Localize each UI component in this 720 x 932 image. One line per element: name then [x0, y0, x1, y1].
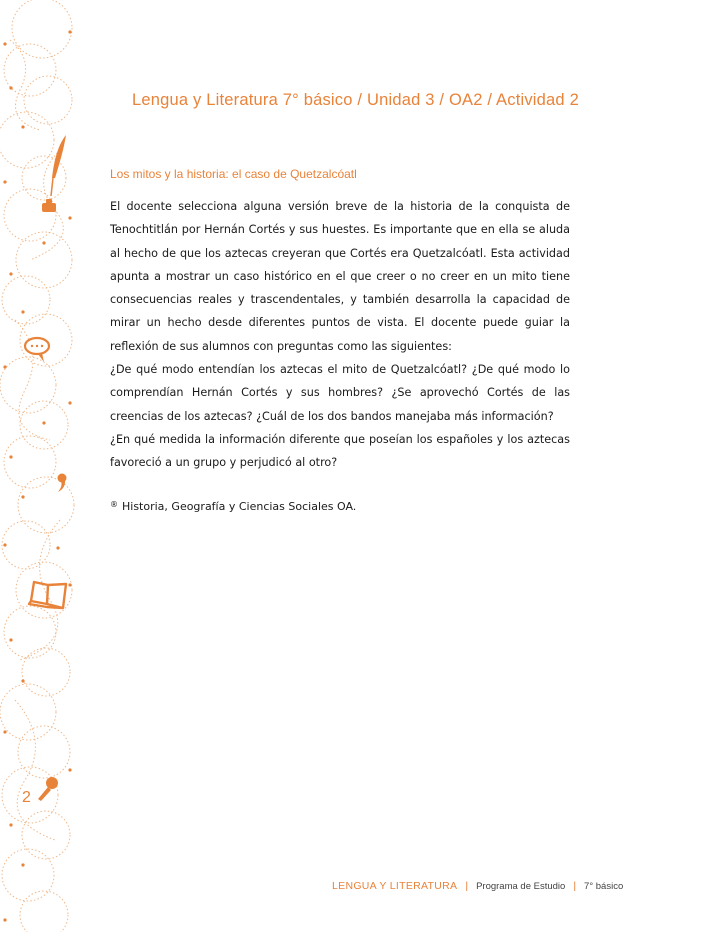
footer-program: Programa de Estudio [476, 881, 566, 892]
breadcrumb-title: Lengua y Literatura 7° básico / Unidad 3 / OA2 / Actividad 2 [132, 91, 579, 109]
microphone-icon [22, 777, 58, 806]
decorative-swirl-border [0, 0, 80, 932]
footer-separator-1: | [465, 880, 469, 892]
footer-separator-2: | [573, 880, 577, 892]
footer-grade: 7° básico [584, 881, 624, 892]
comma-icon [58, 474, 67, 493]
activity-body [110, 195, 570, 475]
footer-subject: LENGUA Y LITERATURA [332, 880, 458, 892]
svg-text:2: 2 [22, 789, 31, 806]
inkwell-icon [42, 199, 56, 212]
intro-paragraph: El docente selecciona alguna versión breve de la historia de la conquista de Tenochtitlán por Hernán Cortés y sus huestes. Es importante que en ella se aluda al hecho de que los aztecas creyeran que Cortés era Quetzalcóatl. Esta actividad apunta a mostrar un caso histórico en el que creer o no creer en un mito tiene consecuencias reales y trascendentales, y también desarrolla la capacidad de mirar un hecho desde diferentes puntos de vista. El docente puede guiar la reflexión de sus alumnos con preguntas como las siguientes: [110, 200, 570, 353]
section-heading: Los mitos y la historia: el caso de Quetzalcóatl [110, 167, 357, 181]
question-paragraph-1: ¿De qué modo entendían los aztecas el mito de Quetzalcóatl? ¿De qué modo lo comprendían Hernán Cortés y sus hombres? ¿Se aprovechó Cortés de las creencias de los aztecas? ¿Cuál de los dos bandos manejaba más información? [110, 363, 570, 423]
footnote-text: Historia, Geografía y Ciencias Sociales OA. [122, 500, 357, 513]
open-book-icon [29, 582, 66, 608]
footnote [110, 500, 356, 513]
footnote-mark: ® [110, 500, 118, 509]
page-footer [332, 880, 623, 892]
question-paragraph-2: ¿En qué medida la información diferente que poseían los españoles y los aztecas favoreció a un grupo y perjudicó al otro? [110, 432, 570, 470]
